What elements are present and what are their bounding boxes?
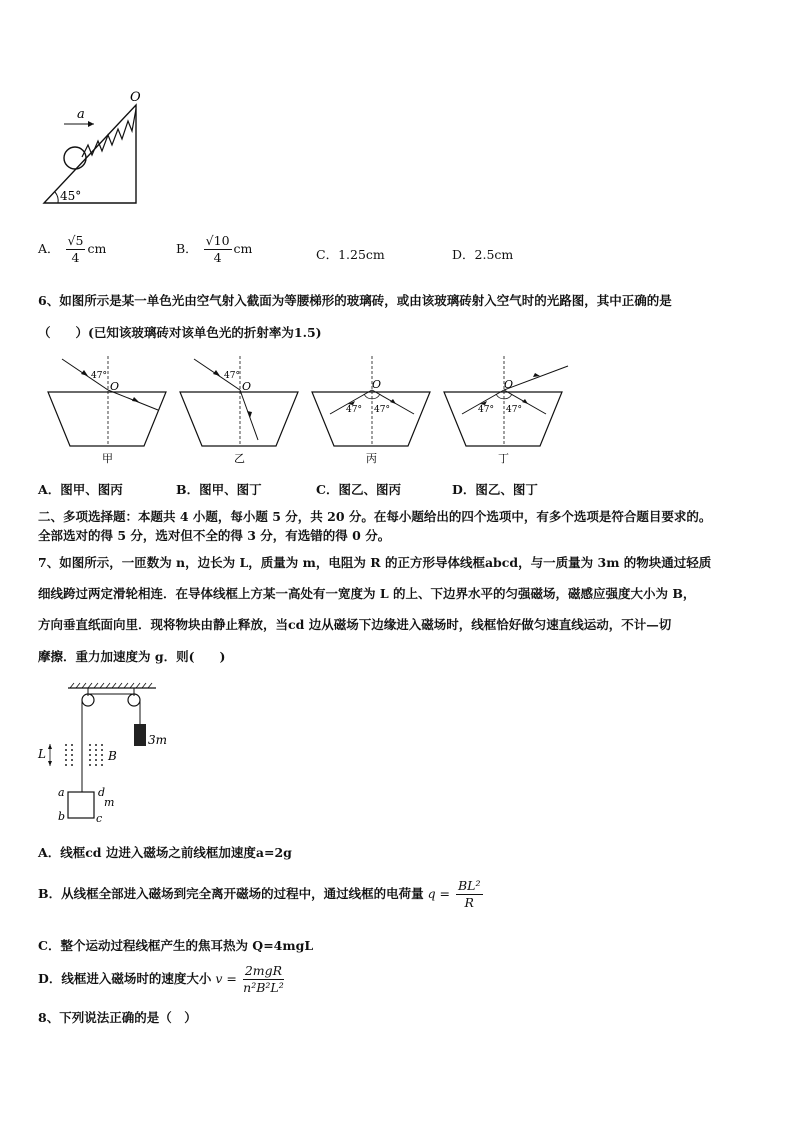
q7-pulley-figure <box>36 680 186 826</box>
svg-text:a: a <box>58 786 65 799</box>
glass-trapezoid <box>444 392 562 446</box>
q7-line3: 方向垂直纸面向里．现将物块由静止释放，当cd 边从磁场下边缘进入磁场时，线框恰好做匀速直线运动，不计—切 <box>38 617 672 632</box>
q7-option-d[interactable]: D．线框进入磁场时的速度大小 v = $\frac{\text{2mgR}}{\text{n²B²L²}}$ <box>38 963 284 995</box>
q6-stem-line2: （ ）(已知该玻璃砖对该单色光的折射率为1.5) <box>38 325 322 340</box>
label-O: O <box>130 90 141 105</box>
mass-block <box>134 724 146 746</box>
label-angle: 45° <box>60 189 82 203</box>
q7-option-b[interactable]: B．从线框全部进入磁场到完全离开磁场的过程中，通过线框的电荷量 q = $\frac{\text{BL²}}{R}$ <box>38 878 481 910</box>
svg-text:甲: 甲 <box>102 452 113 464</box>
svg-text:47°: 47° <box>478 405 494 415</box>
svg-text:m: m <box>104 796 115 809</box>
glass-trapezoid <box>312 392 430 446</box>
svg-text:丙: 丙 <box>366 452 377 464</box>
svg-text:O: O <box>110 380 120 393</box>
q7-option-c[interactable]: C．整个运动过程线框产生的焦耳热为 Q=4mgL <box>38 938 314 953</box>
svg-text:47°: 47° <box>374 405 390 415</box>
svg-text:c: c <box>96 812 103 825</box>
q5-option-a[interactable]: A． $\frac{√5}{4}$ cm <box>38 233 107 265</box>
refracted-out-ray <box>504 366 568 390</box>
glass-trapezoid <box>48 392 166 446</box>
q5-option-d[interactable]: D．2.5cm <box>452 247 514 262</box>
svg-text:B: B <box>108 749 117 763</box>
svg-text:O: O <box>372 378 382 391</box>
q5-option-c[interactable]: C．1.25cm <box>316 247 385 262</box>
q7-line2: 细线跨过两定滑轮相连．在导体线框上方某一高处有一宽度为 L 的上、下边界水平的匀强磁场，磁感应强度大小为 B， <box>38 586 696 601</box>
svg-text:乙: 乙 <box>234 452 245 464</box>
q8-stem: 8、下列说法正确的是（ ） <box>38 1010 197 1025</box>
q6-figure-yi <box>176 352 302 464</box>
svg-text:47°: 47° <box>346 405 362 415</box>
q6-option-c[interactable]: C．图乙、图丙 <box>316 482 401 497</box>
svg-text:47°: 47° <box>506 405 522 415</box>
section2-line1: 二、多项选择题：本题共 4 小题，每小题 5 分，共 20 分。在每小题给出的四个选项中，有多个选项是符合题目要求的。 <box>38 509 712 524</box>
q6-figure-bing <box>308 352 434 464</box>
svg-text:47°: 47° <box>224 371 240 381</box>
svg-text:d: d <box>98 786 106 799</box>
svg-text:47°: 47° <box>91 371 107 381</box>
q6-figure-ding <box>440 352 572 464</box>
svg-text:3m: 3m <box>148 733 168 747</box>
incline-triangle <box>44 105 136 203</box>
label-a: a <box>77 107 85 122</box>
section2-line2: 全部选对的得 5 分，选对但不全的得 3 分，有选错的得 0 分。 <box>38 528 391 543</box>
wire-frame <box>68 792 94 818</box>
svg-text:丁: 丁 <box>498 452 509 464</box>
ball <box>64 147 86 169</box>
q7-line4: 摩擦．重力加速度为 g．则( ) <box>38 649 226 664</box>
q7-option-a[interactable]: A．线框cd 边进入磁场之前线框加速度a=2g <box>38 845 292 860</box>
q6-option-d[interactable]: D．图乙、图丁 <box>452 482 538 497</box>
glass-trapezoid <box>180 392 298 446</box>
q6-option-b[interactable]: B．图甲、图丁 <box>176 482 262 497</box>
svg-text:b: b <box>58 810 66 823</box>
svg-text:O: O <box>504 378 514 391</box>
q6-stem-line1: 6、如图所示是某一单色光由空气射入截面为等腰梯形的玻璃砖，或由该玻璃砖射入空气时的光路图，其中正确的是 <box>38 293 672 308</box>
q6-option-a[interactable]: A．图甲、图丙 <box>38 482 123 497</box>
svg-text:O: O <box>242 380 252 393</box>
q5-option-b[interactable]: B． $\frac{√10}{4}$ cm <box>176 233 253 265</box>
q5-incline-figure <box>40 85 150 207</box>
q6-figure-jia <box>44 352 170 464</box>
svg-text:L: L <box>38 747 46 761</box>
q7-line1: 7、如图所示，一匝数为 n，边长为 L，质量为 m，电阻为 R 的正方形导体线框abcd，与一质量为 3m 的物块通过轻质 <box>38 555 712 570</box>
